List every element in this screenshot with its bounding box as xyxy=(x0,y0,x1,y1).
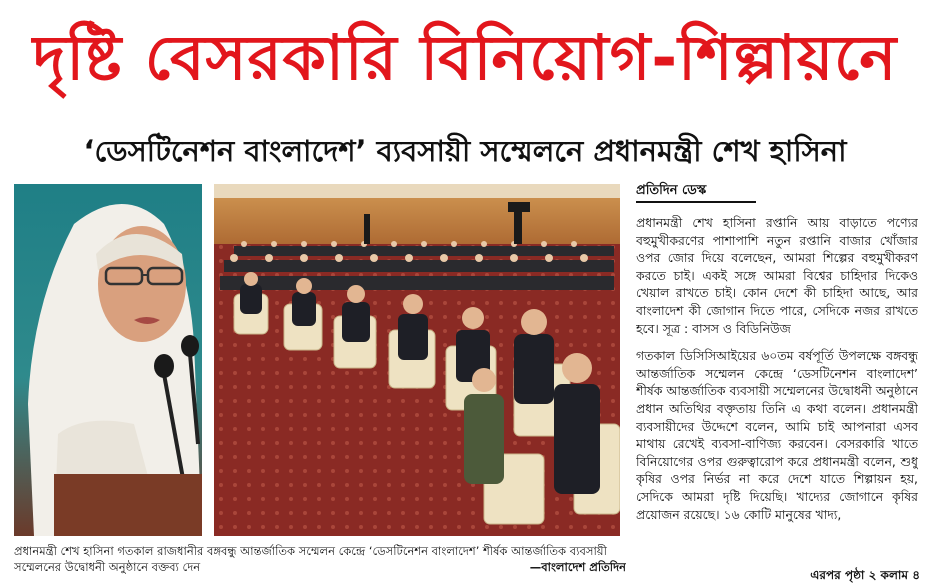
byline: প্রতিদিন ডেস্ক xyxy=(636,181,756,203)
article-body xyxy=(636,214,918,566)
article-paragraph: প্রধানমন্ত্রী শেখ হাসিনা রপ্তানি আয় বাড়াতে পণ্যের বহুমুখীকরণের পাশাপাশি নতুন রপ্তানি বাজার খোঁজার ওপর জোর দিয়ে বলেছেন, আমরা শিল্পের বহুমুখীকরণ করতে চাই। একই সঙ্গে আমরা বিশ্বের চাহিদার দিকেও খেয়াল রাখতে চাই। কোন দেশে কী চাহিদা আছে, আর বাংলাদেশ কী জোগান দিতে পারে, সেদিকে নজর রাখতে হবে। সূত্র : বাসস ও বিডিনিউজ xyxy=(636,215,918,336)
article-paragraph: গতকাল ডিসিসিআইয়ের ৬০তম বর্ষপূর্তি উপলক্ষে বঙ্গবন্ধু আন্তর্জাতিক সম্মেলন কেন্দ্রে ‘ডেসটিনেশন বাংলাদেশ’ শীর্ষক আন্তর্জাতিক ব্যবসায়ী সম্মেলনের উদ্বোধনী অনুষ্ঠানে প্রধান অতিথির বক্তৃতায় তিনি এ কথা বলেন। প্রধানমন্ত্রী ব্যবসায়ীদের উদ্দেশে বলেন, আমি চাই আপনারা এসব মাথায় রেখেই ব্যবসা-বাণিজ্য করবেন। বেসরকারি খাতে বিনিয়োগের ওপর গুরুত্বারোপ করে প্রধানমন্ত্রী বলেন, শুধু কৃষির ওপর নির্ভর না করে দেশে যাতে শিল্পায়ন হয়, সেদিকে আমরা দৃষ্টি দিয়েছি। খাদ্যের জোগানে কৃষির প্রয়োজন রয়েছে। ১৬ কোটি মানুষের খাদ্য, xyxy=(636,348,918,522)
caption-credit: —বাংলাদেশ প্রতিদিন xyxy=(529,560,626,574)
continued-on-label: এরপর পৃষ্ঠা ২ কলাম ৪ xyxy=(810,568,920,582)
caption-text: প্রধানমন্ত্রী শেখ হাসিনা গতকাল রাজধানীর বঙ্গবন্ধু আন্তর্জাতিক সম্মেলন কেন্দ্রে ‘ডেসটিনেশন বাংলাদেশ’ শীর্ষক আন্তর্জাতিক ব্যবসায়ী সম্মেলনের উদ্বোধনী অনুষ্ঠানে বক্তব্য দেন xyxy=(14,544,607,574)
speaker-illustration xyxy=(14,184,202,536)
speaker-photo xyxy=(14,184,202,536)
conference-photo xyxy=(214,184,620,536)
audience-illustration xyxy=(214,184,620,536)
headline: দৃষ্টি বেসরকারি বিনিয়োগ-শিল্পায়নে xyxy=(32,20,898,94)
photo-caption xyxy=(14,543,626,585)
subheadline: ‘ডেসটিনেশন বাংলাদেশ’ ব্যবসায়ী সম্মেলনে প্রধানমন্ত্রী শেখ হাসিনা xyxy=(83,133,847,168)
